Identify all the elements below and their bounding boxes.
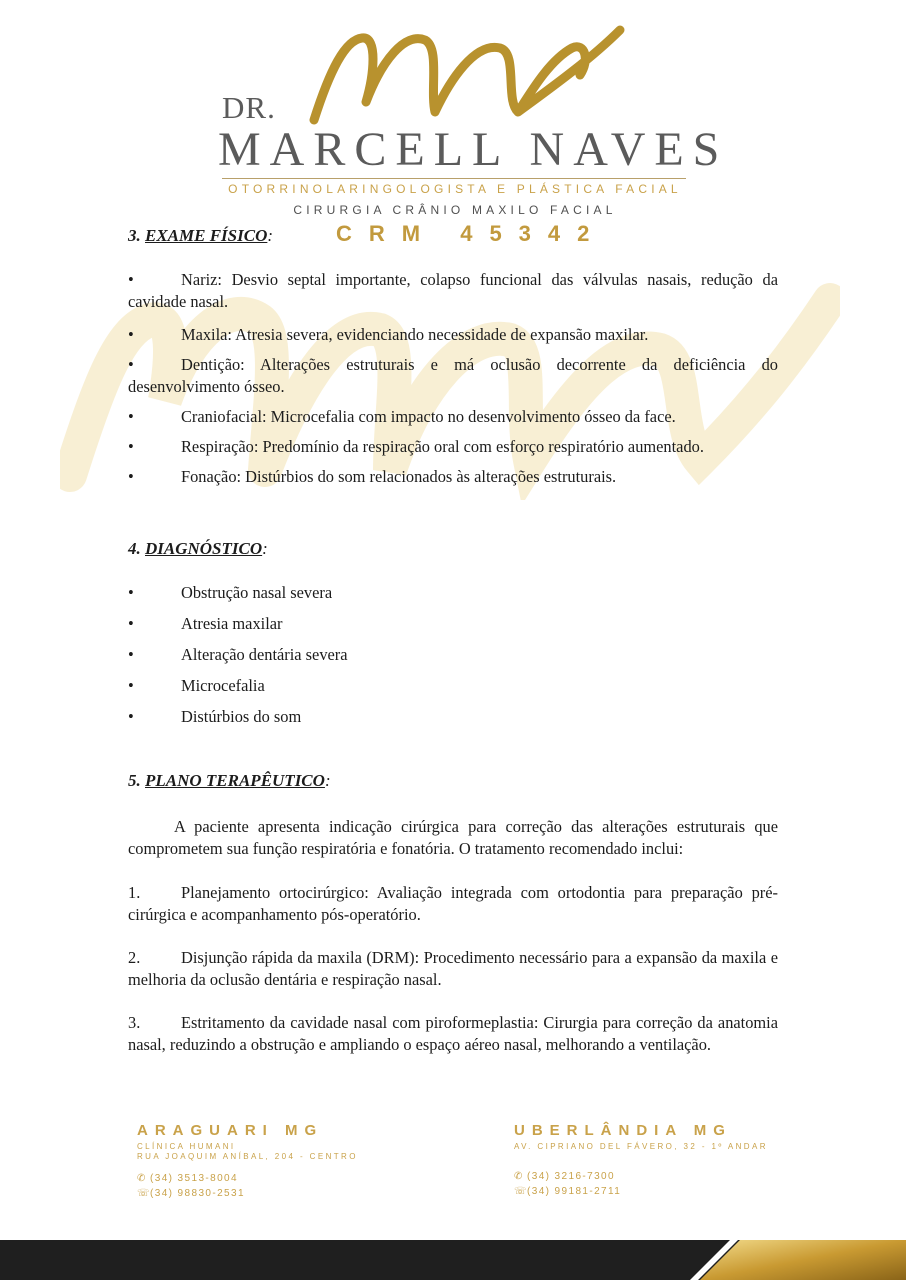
list-item: • Craniofacial: Microcefalia com impacto no desenvolvimento ósseo da face.	[128, 407, 676, 426]
bullet-glyph: •	[128, 614, 134, 633]
bullet-glyph: •	[128, 270, 134, 289]
whatsapp-icon: ☏	[137, 1188, 151, 1199]
footer-whatsapp: ☏(34) 98830-2531	[137, 1188, 245, 1199]
bullet-glyph: •	[128, 707, 134, 726]
whatsapp-icon: ☏	[514, 1186, 528, 1197]
footer-clinic: CLÍNICA HUMANI	[137, 1142, 236, 1151]
section-heading-diagnostico: 4. DIAGNÓSTICO:	[128, 539, 268, 558]
section-number: 5.	[128, 771, 141, 790]
bullet-glyph: •	[128, 407, 134, 426]
list-item: • Atresia maxilar	[128, 614, 283, 633]
section-number: 3.	[128, 226, 141, 245]
footer-phone: ✆ (34) 3216-7300	[514, 1171, 615, 1182]
footer-address: RUA JOAQUIM ANÍBAL, 204 - CENTRO	[137, 1152, 358, 1161]
bullet-glyph: •	[128, 645, 134, 664]
list-item: • Alteração dentária severa	[128, 645, 348, 664]
list-item: • Nariz: Desvio septal importante, colapso funcional das válvulas nasais, redução da cavidade nasal.	[128, 270, 778, 311]
letterhead-divider	[222, 178, 686, 179]
footer-city: ARAGUARI MG	[137, 1122, 324, 1139]
list-item: • Dentição: Alterações estruturais e má oclusão decorrente da deficiência do desenvolvimento ósseo.	[128, 355, 778, 396]
phone-icon: ✆	[137, 1173, 147, 1184]
bullet-glyph: •	[128, 583, 134, 602]
list-item: • Obstrução nasal severa	[128, 583, 333, 602]
list-item: • Distúrbios do som	[128, 707, 302, 726]
section-number: 4.	[128, 539, 141, 558]
list-item: • Microcefalia	[128, 676, 265, 695]
bullet-glyph: •	[128, 437, 134, 456]
phone-icon: ✆	[514, 1171, 524, 1182]
section-heading-plano: 5. PLANO TERAPÊUTICO:	[128, 771, 331, 790]
section-title: EXAME FÍSICO	[145, 226, 268, 245]
footer-band	[0, 1240, 906, 1280]
list-item: 1. Planejamento ortocirúrgico: Avaliação integrada com ortodontia para preparação pré-cirúrgica e acompanhamento pós-operatório.	[128, 883, 778, 924]
footer-whatsapp: ☏(34) 99181-2711	[514, 1186, 622, 1197]
list-item: • Respiração: Predomínio da respiração oral com esforço respiratório aumentado.	[128, 437, 704, 456]
plano-intro: A paciente apresenta indicação cirúrgica para correção das alterações estruturais que comprometem sua função respiratória e fonatória. O tratamento recomendado inclui:	[128, 817, 778, 858]
footer-address: AV. CIPRIANO DEL FÁVERO, 32 - 1º ANDAR	[514, 1142, 768, 1151]
doctor-prefix: DR.	[222, 90, 276, 125]
footer-uberlandia	[514, 1122, 768, 1197]
list-item: • Fonação: Distúrbios do som relacionados às alterações estruturais.	[128, 467, 617, 486]
footer-city: UBERLÂNDIA MG	[514, 1122, 732, 1139]
bullet-glyph: •	[128, 355, 134, 374]
footer-phone: ✆ (34) 3513-8004	[137, 1173, 238, 1184]
footer-araguari	[137, 1122, 358, 1199]
report-body	[128, 225, 778, 1077]
plano-steps	[128, 882, 778, 1056]
specialty-line-1: OTORRINOLARINGOLOGISTA E PLÁSTICA FACIAL	[228, 182, 682, 196]
section-title: DIAGNÓSTICO	[145, 539, 263, 558]
diagnostico-list	[128, 582, 778, 728]
list-item: 3. Estritamento da cavidade nasal com piroformeplastia: Cirurgia para correção da anatomia nasal, reduzindo a obstrução e ampliando o espaço aéreo nasal, melhorando a ventilação.	[128, 1013, 778, 1054]
section-heading-exame-fisico: 3. EXAME FÍSICO:	[128, 226, 274, 245]
bullet-glyph: •	[128, 676, 134, 695]
specialty-line-2: CIRURGIA CRÂNIO MAXILO FACIAL	[293, 203, 617, 217]
exame-fisico-list	[128, 269, 778, 488]
monogram-logo	[300, 20, 630, 130]
crm-number: CRM 45342	[336, 221, 607, 246]
doctor-name: MARCELL NAVES	[218, 123, 729, 176]
list-item: 2. Disjunção rápida da maxila (DRM): Procedimento necessário para a expansão da maxila e melhoria da oclusão dentária e respiração nasal.	[128, 948, 778, 989]
list-item: • Maxila: Atresia severa, evidenciando necessidade de expansão maxilar.	[128, 325, 649, 344]
bullet-glyph: •	[128, 325, 134, 344]
section-title: PLANO TERAPÊUTICO	[145, 771, 325, 790]
bullet-glyph: •	[128, 467, 134, 486]
